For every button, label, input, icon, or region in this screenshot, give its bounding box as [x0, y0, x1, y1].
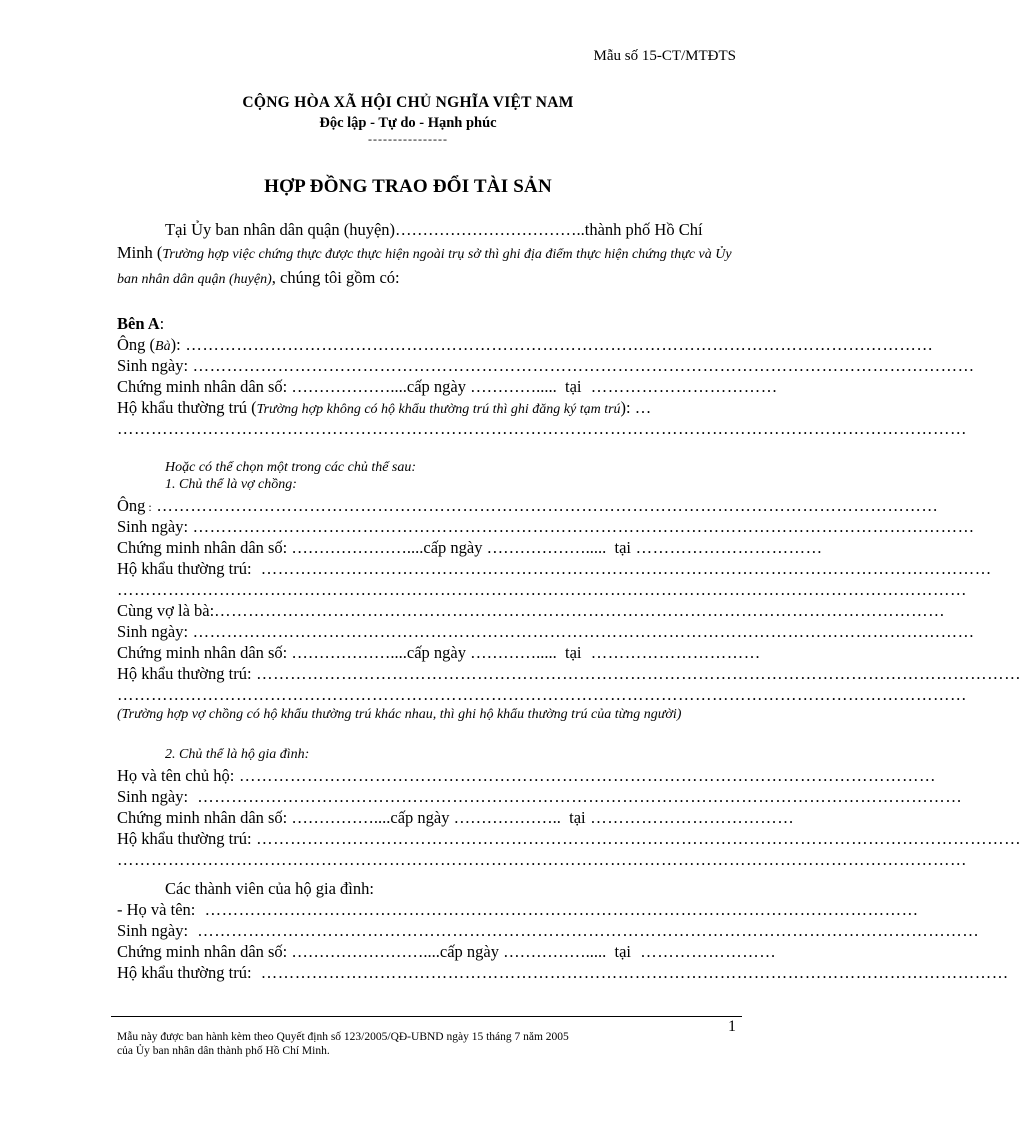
- document-body: [117, 218, 1021, 983]
- couple-residence-line2[interactable]: ……………………………………………………………………………………………………………………………………: [117, 580, 967, 599]
- ben-a-residence-field[interactable]: Hộ khẩu thường trú (Trường hợp không có hộ khẩu thường trú thì ghi đăng ký tạm trú): …: [117, 398, 652, 417]
- footer-line-2: của Ủy ban nhân dân thành phố Hồ Chí Minh.: [117, 1045, 330, 1057]
- household-members-heading: Các thành viên của hộ gia đình:: [165, 879, 374, 898]
- footer-note: [117, 1030, 717, 1058]
- couple-birth-field[interactable]: Sinh ngày: …………………………………………………………………………………………………………………………: [117, 517, 975, 536]
- footer-line-1: Mẫu này được ban hành kèm theo Quyết định số 123/2005/QĐ-UBND ngày 15 tháng 7 năm 2005: [117, 1031, 569, 1043]
- household-birth-field[interactable]: Sinh ngày: ………………………………………………………………………………………………………………………: [117, 787, 963, 806]
- couple-wife-id-field[interactable]: Chứng minh nhân dân số: ……………….... cấp ngày …………..... tại …………………………: [117, 643, 761, 662]
- header-rule: ----------------: [368, 132, 448, 146]
- ben-a-birth-field[interactable]: Sinh ngày: …………………………………………………………………………………………………………………………: [117, 356, 975, 375]
- couple-wife-residence-field[interactable]: Hộ khẩu thường trú: ………………………………………………………………………………………………………………………: [117, 664, 1021, 683]
- couple-residence-field[interactable]: Hộ khẩu thường trú: …………………………………………………………………………………………………………………: [117, 559, 992, 578]
- household-heading: 2. Chủ thể là hộ gia đình:: [165, 747, 310, 762]
- national-header: [0, 94, 816, 147]
- ben-a-heading: Bên A :: [117, 314, 165, 333]
- form-number: Mẫu số 15-CT/MTĐTS: [593, 48, 736, 64]
- member-name-field[interactable]: - Họ và tên: ………………………………………………………………………………………………………………: [117, 900, 919, 919]
- member-birth-field[interactable]: Sinh ngày: …………………………………………………………………………………………………………………………: [117, 921, 980, 940]
- couple-wife-birth-field[interactable]: Sinh ngày: …………………………………………………………………………………………………………………………: [117, 622, 975, 641]
- ben-a-name-field[interactable]: Ông (Bà): ……………………………………………………………………………………………………………………: [117, 335, 934, 354]
- nation-title: CỘNG HÒA XÃ HỘI CHỦ NGHĨA VIỆT NAM: [242, 94, 574, 111]
- couple-husband-field[interactable]: Ông : …………………………………………………………………………………………………………………………: [117, 496, 939, 515]
- choice-note: Hoặc có thể chọn một trong các chủ thể sau:: [165, 460, 417, 475]
- page-number: 1: [728, 1018, 736, 1035]
- household-residence-line2[interactable]: ……………………………………………………………………………………………………………………………………: [117, 850, 967, 869]
- motto: Độc lập - Tự do - Hạnh phúc: [319, 115, 497, 131]
- household-residence-field[interactable]: Hộ khẩu thường trú: ………………………………………………………………………………………………………………………: [117, 829, 1021, 848]
- household-id-field[interactable]: Chứng minh nhân dân số: …………….... cấp ngày ……………….. tại ………………………………: [117, 808, 795, 827]
- intro-paragraph: Tại Ủy ban nhân dân quận (huyện)……………………………..thành phố Hồ Chí Minh (Trường hợp việc chứng thực được thực hiện ngoài trụ sở thì ghi địa điểm thực hiện chứng thực và Ủy ban nhân dân quận (huyện), chúng tôi gồm có:: [117, 220, 732, 287]
- document-title: HỢP ĐỒNG TRAO ĐỔI TÀI SẢN: [264, 176, 552, 197]
- couple-wife-residence-line2[interactable]: ……………………………………………………………………………………………………………………………………: [117, 685, 967, 704]
- member-residence-field[interactable]: Hộ khẩu thường trú: ……………………………………………………………………………………………………………………: [117, 963, 1009, 982]
- household-head-field[interactable]: Họ và tên chủ hộ: ……………………………………………………………………………………………………………: [117, 766, 936, 785]
- ben-a-residence-line2[interactable]: ……………………………………………………………………………………………………………………………………: [117, 419, 967, 438]
- ben-a-id-field[interactable]: Chứng minh nhân dân số: ……………….... cấp ngày …………..... tại ……………………………: [117, 377, 778, 396]
- couple-heading: 1. Chủ thể là vợ chồng:: [165, 477, 297, 492]
- couple-wife-field[interactable]: Cùng vợ là bà: …………………………………………………………………………………………………………………: [117, 601, 946, 620]
- couple-id-field[interactable]: Chứng minh nhân dân số: ………………….... cấp ngày ………………..... tại ……………………………: [117, 538, 823, 557]
- member-id-field[interactable]: Chứng minh nhân dân số: …………………….... cấp ngày ……………..... tại ……………………: [117, 942, 777, 961]
- couple-note: (Trường hợp vợ chồng có hộ khẩu thường trú khác nhau, thì ghi hộ khẩu thường trú của từng người): [117, 707, 682, 722]
- footer-divider: [111, 1016, 742, 1017]
